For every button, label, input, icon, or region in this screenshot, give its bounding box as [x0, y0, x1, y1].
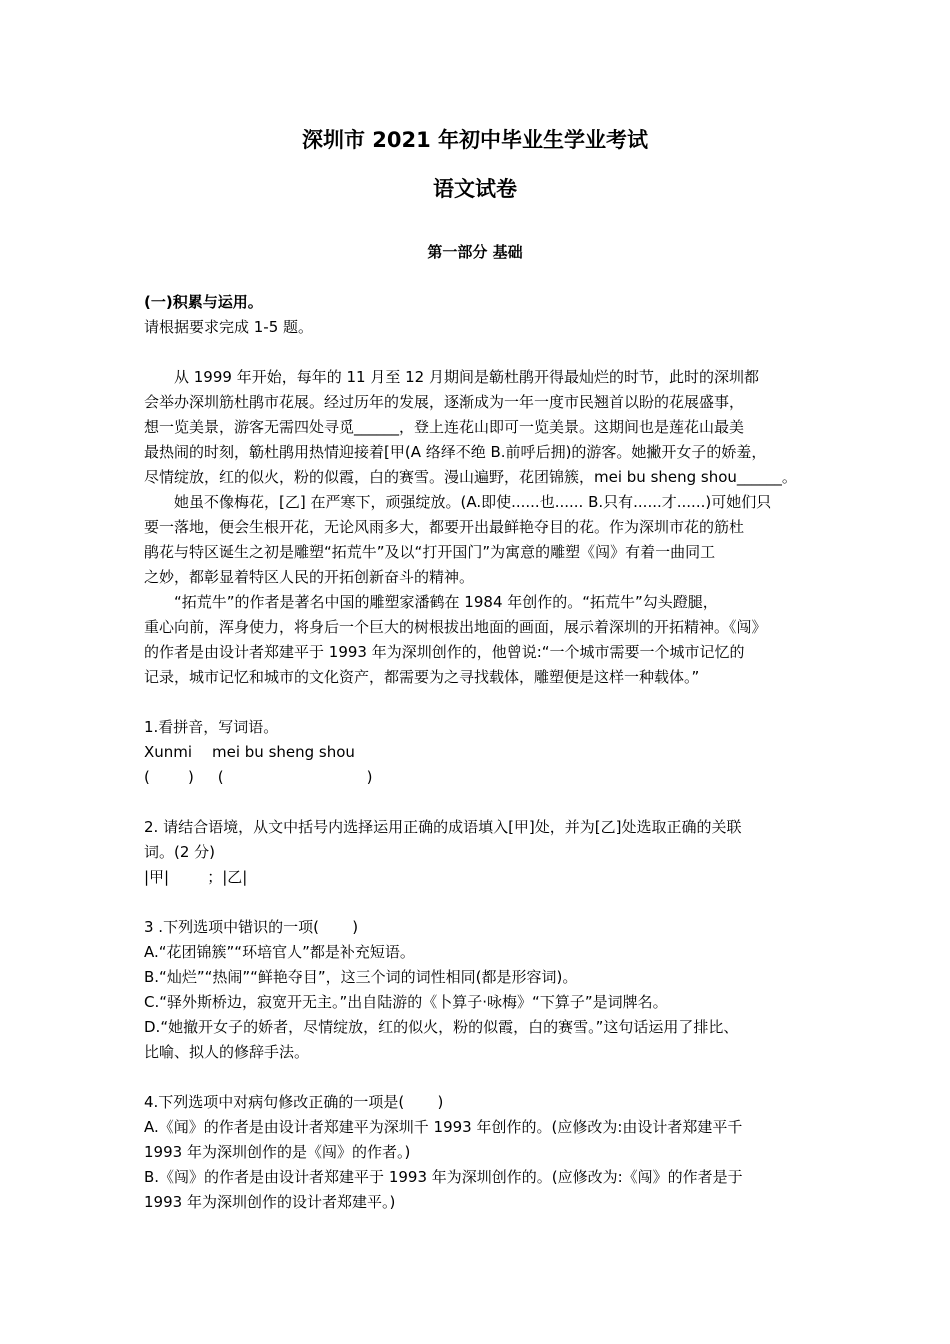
passage-line: 从 1999 年开始，每年的 11 月至 12 月期间是簕杜鹃开得最灿烂的时节，此时的深圳都: [174, 368, 759, 386]
exam-title: 深圳市 2021 年初中毕业生学业考试: [301, 128, 649, 152]
question-stem: 词。(2 分): [144, 843, 216, 861]
option-b: 1993 年为深圳创作的设计者郑建平。): [144, 1193, 396, 1211]
option-d: 比喻、拟人的修辞手法。: [144, 1043, 310, 1061]
pinyin-label: mei bu sheng shou: [212, 743, 355, 761]
passage-line: 的作者是由设计者郑建平于 1993 年为深圳创作的，他曾说:“一个城市需要一个城市记忆的: [144, 643, 745, 661]
passage-line: “拓荒牛”的作者是著名中国的雕塑家潘鹤在 1984 年创作的。“拓荒牛”勾头蹬腿，: [174, 593, 718, 611]
question-stem: 2. 请结合语境，从文中括号内选择运用正确的成语填入[甲]处，并为[乙]处选取正确的关联: [144, 818, 742, 836]
option-b: B.“灿烂”“热闹”“鲜艳夺目”，这三个词的词性相同(都是形容词)。: [144, 968, 578, 986]
option-a: A.“花团锦簇”“环培官人”都是补充短语。: [144, 943, 415, 961]
pinyin-label: Xunmi: [144, 743, 193, 761]
passage-line: 重心向前，浑身使力，将身后一个巨大的树根拔出地面的画面，展示着深圳的开拓精神。《闯》: [144, 618, 767, 636]
passage-line: 要一落地，便会生根开花，无论风雨多大，都要开出最鲜艳夺目的花。作为深圳市花的筋杜: [144, 518, 745, 536]
passage-line: 会举办深圳筋杜鹃市花展。经过历年的发展，逐渐成为一年一度市民翘首以盼的花展盛事，: [144, 393, 745, 411]
section-instruction: 请根据要求完成 1-5 题。: [144, 318, 314, 336]
question-stem: 1.看拼音，写词语。: [144, 718, 279, 736]
passage-line: 鹃花与特区诞生之初是雕塑“拓荒牛”及以“打开国门”为寓意的雕塑《闯》有着一曲同工: [144, 543, 716, 561]
exam-subtitle: 语文试卷: [433, 177, 517, 201]
passage-line: 最热闹的时刻，簕杜鹃用热情迎接着[甲(A 络绎不绝 B.前呼后拥)的游客。她撇开女子的娇羞，: [144, 443, 767, 461]
option-a: 1993 年为深圳创作的是《闯》的作者。): [144, 1143, 411, 1161]
passage-line: 想一览美景，游客无需四处寻觅______，登上连花山即可一览美景。这期间也是莲花山最美: [144, 418, 745, 436]
option-a: A.《闻》的作者是由设计者郑建平为深圳千 1993 年创作的。(应修改为:由设计者郑建平千: [144, 1118, 743, 1136]
answer-blanks: ( ) ( ): [144, 768, 373, 786]
passage-line: 尽情绽放，红的似火，粉的似霞，白的赛雪。漫山遍野，花团锦簇，mei bu sheng shou______。: [144, 468, 797, 486]
question-stem: 4.下列选项中对病句修改正确的一项是( ): [144, 1093, 444, 1111]
option-d: D.“她撤开女子的娇者，尽情绽放，红的似火，粉的似霞，白的赛雪。”这句话运用了排比、: [144, 1018, 739, 1036]
option-c: C.“驿外斯桥边，寂宽开无主。”出自陆游的《卜算子·咏梅》“下算子”是词牌名。: [144, 993, 668, 1011]
question-stem: 3 .下列选项中错识的一项( ): [144, 918, 359, 936]
part-heading: 第一部分 基础: [427, 243, 523, 261]
passage-line: 记录，城市记忆和城市的文化资产，都需要为之寻找载体，雕塑便是这样一种载体。”: [144, 668, 700, 686]
section-heading: (一)积累与运用。: [144, 293, 263, 311]
answer-line: |甲| ；|乙|: [144, 868, 248, 886]
passage-line: 她虽不像梅花，[乙] 在严寒下，顽强绽放。(A.即使......也...... B.只有......才......)可她们只: [174, 493, 772, 511]
passage-line: 之妙，都彰显着特区人民的开拓创新奋斗的精神。: [144, 568, 475, 586]
option-b: B.《闯》的作者是由设计者郑建平于 1993 年为深圳创作的。(应修改为:《闯》的作者是于: [144, 1168, 743, 1186]
